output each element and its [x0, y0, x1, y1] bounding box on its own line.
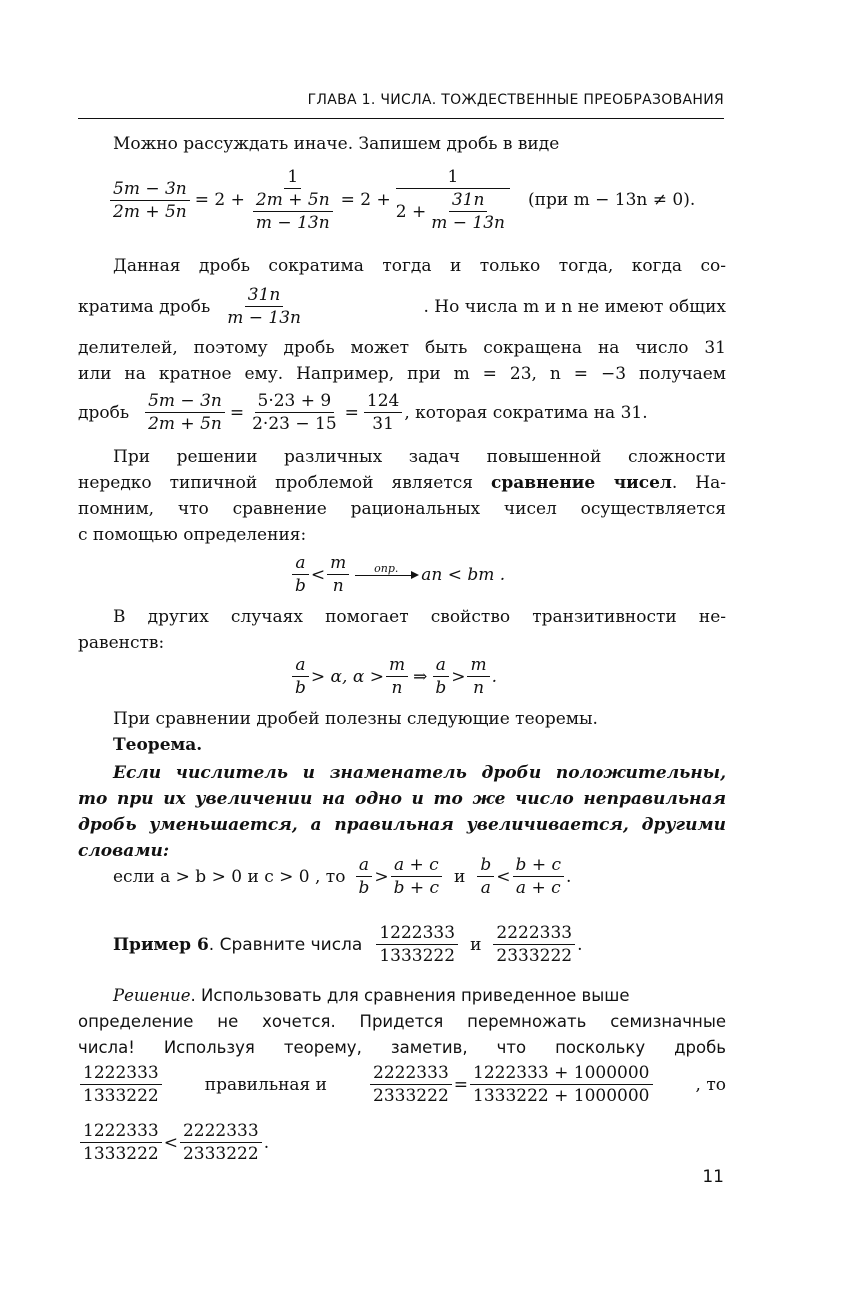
fraction: $\frac{2222333}{2333222}$ — [493, 922, 575, 967]
formula-theorem: если a > b > 0 и c > 0 , то $\frac{a}{b}$ > $\frac{a + c}{b + c}$ и $\frac{b}{a}$ < $\frac{b + c}{a + c}$ . — [113, 855, 572, 898]
fraction: $\frac{31n}{m - 13n}$ — [227, 285, 301, 328]
fraction: $\frac{1222333}{1333222}$ — [376, 922, 458, 967]
solution-line: Решение. Использовать для сравнения приведенное выше — [113, 986, 630, 1005]
fraction: $\frac{1222333}{1333222}$ — [80, 1062, 162, 1107]
solution-line: числа! Используя теорему, заметив, что поскольку дробь — [78, 1038, 726, 1057]
fraction: $\frac{2222333}{2333222}$ — [370, 1062, 452, 1107]
paragraph-line: нередко типичной проблемой является сравнение чисел. На- — [78, 473, 726, 493]
formula-transitivity: $\frac{a}{b}$ > α, α > $\frac{m}{n}$ ⇒ $\frac{a}{b}$ > $\frac{m}{n}$ . — [290, 654, 497, 699]
fraction: $\frac{a}{b}$ — [432, 654, 449, 699]
theorem-line: Если числитель и знаменатель дроби положительны, — [113, 763, 726, 783]
implication-arrow: опр. — [355, 562, 417, 587]
paragraph-line: Можно рассуждать иначе. Запишем дробь в виде — [113, 134, 560, 154]
paragraph-line: с помощью определения: — [78, 525, 307, 545]
fraction: $\frac{a + c}{b + c}$ — [391, 854, 442, 899]
fraction: $\frac{a}{b}$ — [292, 654, 309, 699]
theorem-line: дробь уменьшается, а правильная увеличивается, другими — [78, 815, 726, 835]
fraction: $\frac{a}{b}$ — [355, 854, 372, 899]
fraction: $\frac{1}{\frac{2m + 5n}{m - 13n}}$ — [250, 166, 336, 234]
theorem-title: Теорема. — [113, 735, 203, 755]
paragraph-line: помним, что сравнение рациональных чисел осуществляется — [78, 499, 726, 519]
bold-term: сравнение чисел — [491, 473, 672, 493]
fraction: $\frac{1222333 + 1000000}{1333222 + 1000000}$ — [470, 1062, 652, 1107]
condition: (при m − 13n ≠ 0). — [528, 190, 696, 210]
fraction: $\frac{b + c}{a + c}$ — [513, 854, 564, 899]
fraction: $\frac{m}{n}$ — [386, 654, 408, 699]
paragraph-line: При решении различных задач повышенной сложности — [113, 447, 726, 467]
fraction: $\frac{124}{31}$ — [364, 390, 402, 435]
paragraph-line: или на кратное ему. Например, при m = 23, n = −3 получаем — [78, 364, 726, 384]
example-label: Пример 6 — [113, 934, 209, 955]
fraction: $\frac{m}{n}$ — [327, 552, 349, 597]
running-header — [78, 92, 724, 119]
fraction: $\frac{2222333}{2333222}$ — [180, 1120, 262, 1165]
paragraph-line: делителей, поэтому дробь может быть сокращена на число 31 — [78, 338, 726, 358]
fraction: $\frac{1222333}{1333222}$ — [80, 1120, 162, 1165]
fraction: $\frac{m}{n}$ — [467, 654, 489, 699]
formula-continued-fraction: $\frac{5m - 3n}{2m + 5n}$ = 2 + $\frac{1}{\frac{2m + 5n}{m - 13n}}$ = 2 + 1 2 + $\frac{31n}{m - 13n}$ (при m − 13n ≠ 0). — [108, 166, 695, 234]
fraction: 1 2 + $\frac{31n}{m - 13n}$ — [396, 166, 510, 234]
fraction: $\frac{5m - 3n}{2m + 5n}$ — [110, 178, 190, 223]
paragraph-line: Данная дробь сократима тогда и только тогда, когда со- — [113, 256, 726, 276]
formula-example: дробь $\frac{5m - 3n}{2m + 5n}$ = $\frac{5\cdot 23 + 9}{2\cdot 23 - 15}$ = $\frac{124}{31}$ , которая сократима на 31. — [78, 391, 648, 434]
fraction: $\frac{5m - 3n}{2m + 5n}$ — [145, 390, 225, 435]
solution-line: определение не хочется. Придется перемножать семизначные — [78, 1012, 726, 1031]
solution-conclusion: $\frac{1222333}{1333222}$ < $\frac{2222333}{2333222}$ . — [78, 1120, 269, 1165]
formula-definition: $\frac{a}{b}$ < $\frac{m}{n}$ опр. an < bm . — [290, 552, 505, 597]
theorem-line: то при их увеличении на одно и то же число неправильная — [78, 789, 726, 809]
fraction: $\frac{b}{a}$ — [477, 854, 494, 899]
paragraph-line: При сравнении дробей полезны следующие теоремы. — [113, 709, 598, 729]
fraction: $\frac{a}{b}$ — [292, 552, 309, 597]
paragraph-line: равенств: — [78, 633, 165, 653]
theorem-line: словами: — [78, 841, 170, 861]
solution-label: Решение — [113, 986, 191, 1005]
page-number: 11 — [702, 1167, 724, 1187]
running-title: ГЛАВА 1. ЧИСЛА. ТОЖДЕСТВЕННЫЕ ПРЕОБРАЗОВАНИЯ — [307, 92, 724, 108]
example-statement: Пример 6 . Сравните числа $\frac{1222333}{1333222}$ и $\frac{2222333}{2333222}$ . — [113, 923, 583, 966]
fraction: $\frac{5\cdot 23 + 9}{2\cdot 23 - 15}$ — [252, 391, 337, 434]
paragraph-line-with-fraction: кратима дробь $\frac{31n}{m - 13n}$ . Но числа m и n не имеют общих — [78, 285, 726, 328]
solution-formula-row: $\frac{1222333}{1333222}$ правильная и $\frac{2222333}{2333222}$ = $\frac{1222333 + 1000000}{1333222 + 1000000}$ , то — [78, 1062, 726, 1107]
paragraph-line: В других случаях помогает свойство транзитивности не- — [113, 607, 726, 627]
